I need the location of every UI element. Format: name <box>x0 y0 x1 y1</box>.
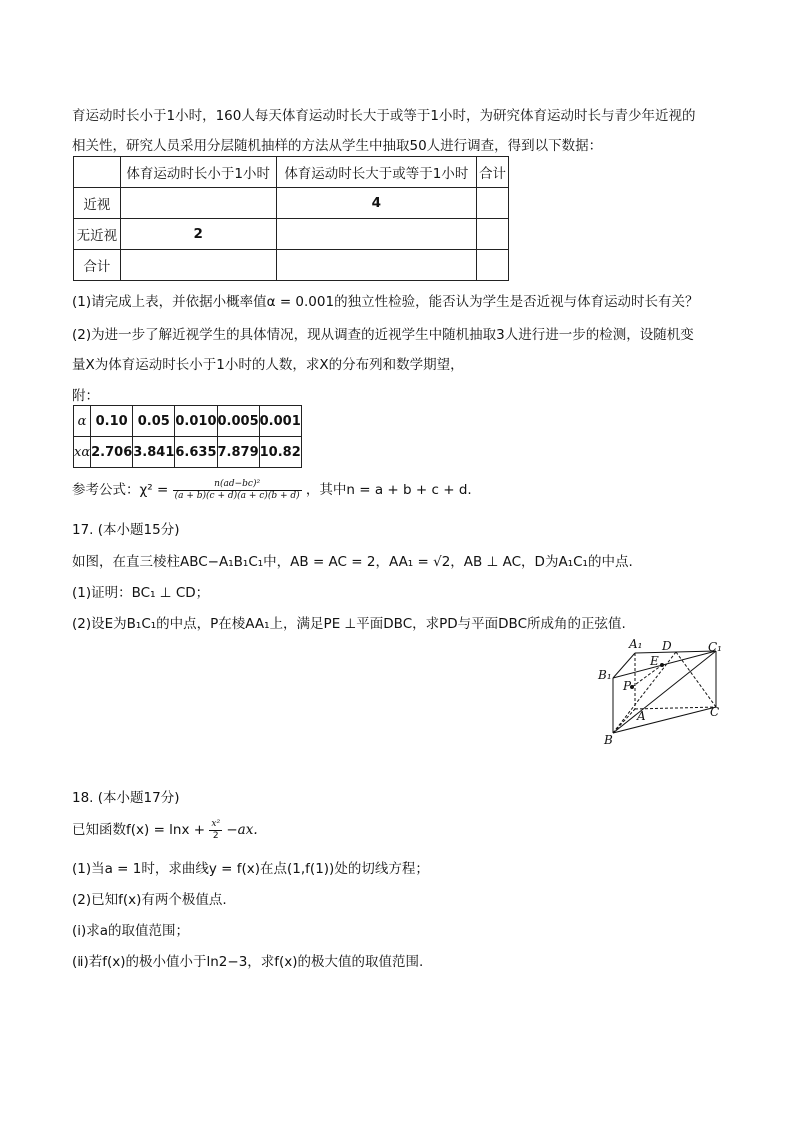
prism-figure <box>592 632 732 750</box>
label-p: P <box>623 679 632 693</box>
table1-cell <box>276 250 477 281</box>
label-a: A <box>637 709 646 723</box>
q16-part2a: (2)为进一步了解近视学生的具体情况，现从调查的近视学生中随机抽取3人进行进一步的检测，设随机变 <box>72 327 694 343</box>
q18-stem-suffix: −ax. <box>226 822 258 838</box>
q18-header: 18. (本小题17分) <box>72 790 180 806</box>
alpha-value: 0.05 <box>133 406 175 437</box>
alpha-value: 0.005 <box>217 406 259 437</box>
contingency-table <box>73 156 509 281</box>
q16-part1: (1)请完成上表，并依据小概率值α = 0.001的独立性检验，能否认为学生是否近视与体育运动时长有关？ <box>72 294 699 310</box>
alpha-value: 0.001 <box>259 406 301 437</box>
q18-part1: (1)当a = 1时，求曲线y = f(x)在点(1,f(1))处的切线方程； <box>72 861 429 877</box>
q18-frac-numerator: x² <box>211 818 221 829</box>
reference-formula <box>72 478 472 502</box>
q17-header: 17. (本小题15分) <box>72 522 180 538</box>
table1-cell <box>120 188 276 219</box>
formula-fraction <box>173 479 302 502</box>
q18-stem-fraction <box>209 819 222 842</box>
formula-denominator: (a + b)(c + d)(a + c)(b + d) <box>174 490 300 501</box>
table1-row-label: 近视 <box>74 188 121 219</box>
table1-row-label: 无近视 <box>74 219 121 250</box>
label-a1: A₁ <box>629 637 643 651</box>
q18-part2ii: (ⅱ)若f(x)的极小值小于ln2−3，求f(x)的极大值的取值范围. <box>72 954 424 970</box>
q18-part2: (2)已知f(x)有两个极值点. <box>72 892 227 908</box>
table1-row-label: 合计 <box>74 250 121 281</box>
alpha-label: α <box>74 406 91 437</box>
label-b: B <box>604 733 613 747</box>
table1-cell <box>120 250 276 281</box>
x-alpha-value: 10.82 <box>259 437 301 468</box>
q17-stem: 如图，在直三棱柱ABC−A₁B₁C₁中，AB = AC = 2，AA₁ = √2，AB ⊥ AC，D为A₁C₁的中点. <box>72 554 633 570</box>
q16-part2b: 量X为体育运动时长小于1小时的人数，求X的分布列和数学期望， <box>72 357 464 373</box>
alpha-value: 0.10 <box>91 406 133 437</box>
label-c: C <box>710 705 720 719</box>
q18-part2i: (ⅰ)求a的取值范围； <box>72 923 190 939</box>
q16-line2: 相关性，研究人员采用分层随机抽样的方法从学生中抽取50人进行调查，得到以下数据： <box>72 138 603 154</box>
label-d: D <box>662 639 672 653</box>
formula-suffix: ，其中n = a + b + c + d. <box>305 482 472 498</box>
table1-header-3: 合计 <box>477 157 509 188</box>
formula-prefix: 参考公式：χ² = <box>72 482 169 498</box>
table1-header-0 <box>74 157 121 188</box>
table1-header-2: 体育运动时长大于或等于1小时 <box>276 157 477 188</box>
q18-stem-prefix: 已知函数f(x) = lnx + <box>72 822 206 838</box>
q18-stem <box>72 818 258 842</box>
x-alpha-value: 6.635 <box>175 437 217 468</box>
q18-frac-denominator: 2 <box>212 830 219 841</box>
label-c1: C₁ <box>708 640 722 654</box>
label-e: E <box>650 654 659 668</box>
x-alpha-label: xα <box>74 437 91 468</box>
x-alpha-value: 7.879 <box>217 437 259 468</box>
q17-part2: (2)设E为B₁C₁的中点，P在棱AA₁上，满足PE ⊥平面DBC，求PD与平面DBC所成角的正弦值. <box>72 616 626 632</box>
table1-cell <box>477 219 509 250</box>
x-alpha-value: 3.841 <box>133 437 175 468</box>
q16-line1: 育运动时长小于1小时，160人每天体育运动时长大于或等于1小时，为研究体育运动时长与青少年近视的 <box>72 108 696 124</box>
q17-part1: (1)证明：BC₁ ⊥ CD； <box>72 585 210 601</box>
formula-numerator: n(ad−bc)² <box>173 479 302 491</box>
x-alpha-value: 2.706 <box>91 437 133 468</box>
table1-cell <box>477 250 509 281</box>
appendix-label: 附： <box>72 388 99 404</box>
point-e-dot <box>660 663 664 667</box>
alpha-value: 0.010 <box>175 406 217 437</box>
table1-cell: 2 <box>120 219 276 250</box>
table1-cell <box>276 219 477 250</box>
label-b1: B₁ <box>598 668 612 682</box>
table1-header-1: 体育运动时长小于1小时 <box>120 157 276 188</box>
table1-cell <box>477 188 509 219</box>
critical-value-table <box>73 405 302 468</box>
table1-cell: 4 <box>276 188 477 219</box>
